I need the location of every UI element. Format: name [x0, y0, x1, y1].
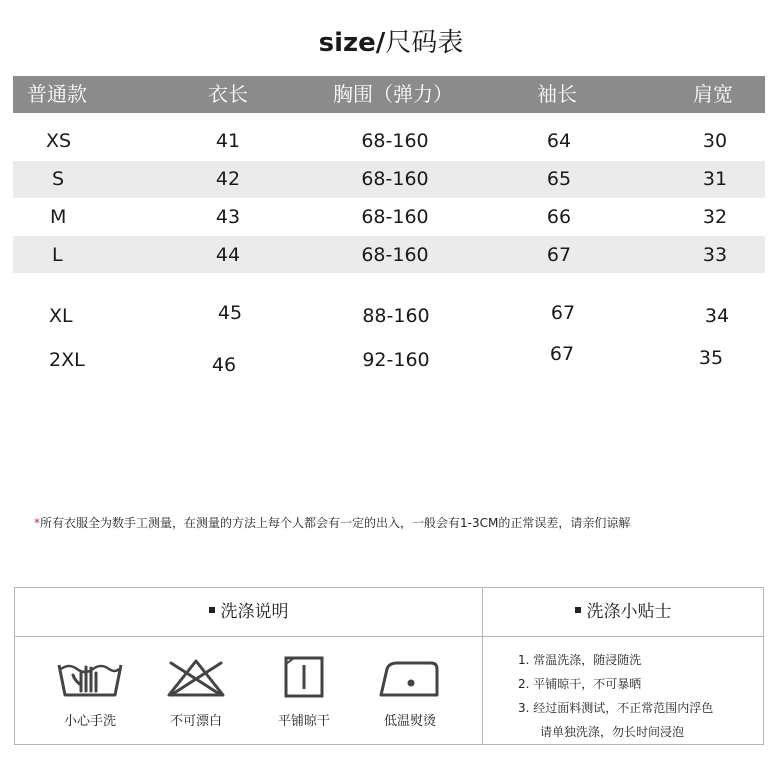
care-header-divider — [15, 636, 763, 637]
header-sleeve: 袖长 — [537, 82, 577, 106]
bullet-square-icon — [209, 607, 215, 613]
title-chart: 尺码表 — [385, 28, 464, 58]
low-iron-icon — [375, 655, 445, 699]
chest-2xl: 92-160 — [362, 349, 430, 371]
bullet-square-icon — [575, 607, 581, 613]
low-iron-label: 低温熨烫 — [383, 714, 436, 729]
size-xl: XL — [49, 305, 73, 327]
shoulder-m: 32 — [702, 206, 728, 228]
hand-wash-label: 小心手洗 — [63, 714, 116, 729]
no-bleach-label: 不可漂白 — [169, 714, 222, 729]
shoulder-xs: 30 — [702, 130, 728, 152]
header-style: 普通款 — [27, 82, 87, 106]
header-chest: 胸围（弹力） — [333, 82, 453, 106]
wash-title-text: 洗涤说明 — [220, 602, 289, 622]
size-m: M — [50, 206, 67, 228]
sleeve-2xl: 67 — [549, 343, 575, 365]
flat-dry-label: 平铺晾干 — [277, 714, 330, 729]
shoulder-s: 31 — [702, 168, 728, 190]
header-shoulder: 肩宽 — [693, 82, 733, 106]
wash-instructions-title — [15, 588, 482, 636]
chest-m: 68-160 — [361, 206, 429, 228]
size-2xl: 2XL — [49, 349, 85, 371]
sleeve-l: 67 — [546, 244, 572, 266]
sleeve-m: 66 — [546, 206, 572, 228]
sleeve-xl: 67 — [550, 302, 576, 324]
tip-3: 3. 经过面料测试，不正常范围内浮色 — [518, 701, 714, 715]
wash-tips-title — [483, 588, 763, 636]
chest-s: 68-160 — [361, 168, 429, 190]
chest-xl: 88-160 — [362, 305, 430, 327]
note-text: 所有衣服全为数手工测量，在测量的方法上每个人都会有一定的出入，一般会有1-3CM的正常误差，请亲们谅解 — [40, 516, 631, 530]
tips-title-text: 洗涤小贴士 — [586, 602, 672, 622]
shoulder-l: 33 — [702, 244, 728, 266]
note-asterisk: * — [34, 516, 40, 530]
tip-4: 请单独洗涤，勿长时间浸泡 — [540, 725, 685, 739]
page-title — [0, 22, 782, 59]
shoulder-2xl: 35 — [698, 347, 724, 369]
length-xl: 45 — [217, 302, 243, 324]
no-bleach-icon — [161, 655, 231, 699]
tip-2: 2. 平铺晾干，不可暴晒 — [518, 677, 642, 691]
measurement-note — [34, 514, 630, 531]
table-header — [13, 76, 765, 113]
sleeve-s: 65 — [546, 168, 572, 190]
size-xs: XS — [46, 130, 72, 152]
tip-1: 1. 常温洗涤，随浸随洗 — [518, 653, 642, 667]
size-l: L — [52, 244, 63, 266]
hand-wash-icon — [55, 655, 125, 699]
chest-l: 68-160 — [361, 244, 429, 266]
flat-dry-icon — [269, 655, 339, 699]
care-panel — [14, 587, 764, 745]
length-m: 43 — [215, 206, 241, 228]
length-s: 42 — [215, 168, 241, 190]
title-size: size/ — [318, 28, 386, 58]
chest-xs: 68-160 — [361, 130, 429, 152]
length-2xl: 46 — [211, 354, 237, 376]
header-length: 衣长 — [208, 82, 248, 106]
size-s: S — [52, 168, 65, 190]
length-xs: 41 — [215, 130, 241, 152]
shoulder-xl: 34 — [704, 305, 730, 327]
length-l: 44 — [215, 244, 241, 266]
sleeve-xs: 64 — [546, 130, 572, 152]
